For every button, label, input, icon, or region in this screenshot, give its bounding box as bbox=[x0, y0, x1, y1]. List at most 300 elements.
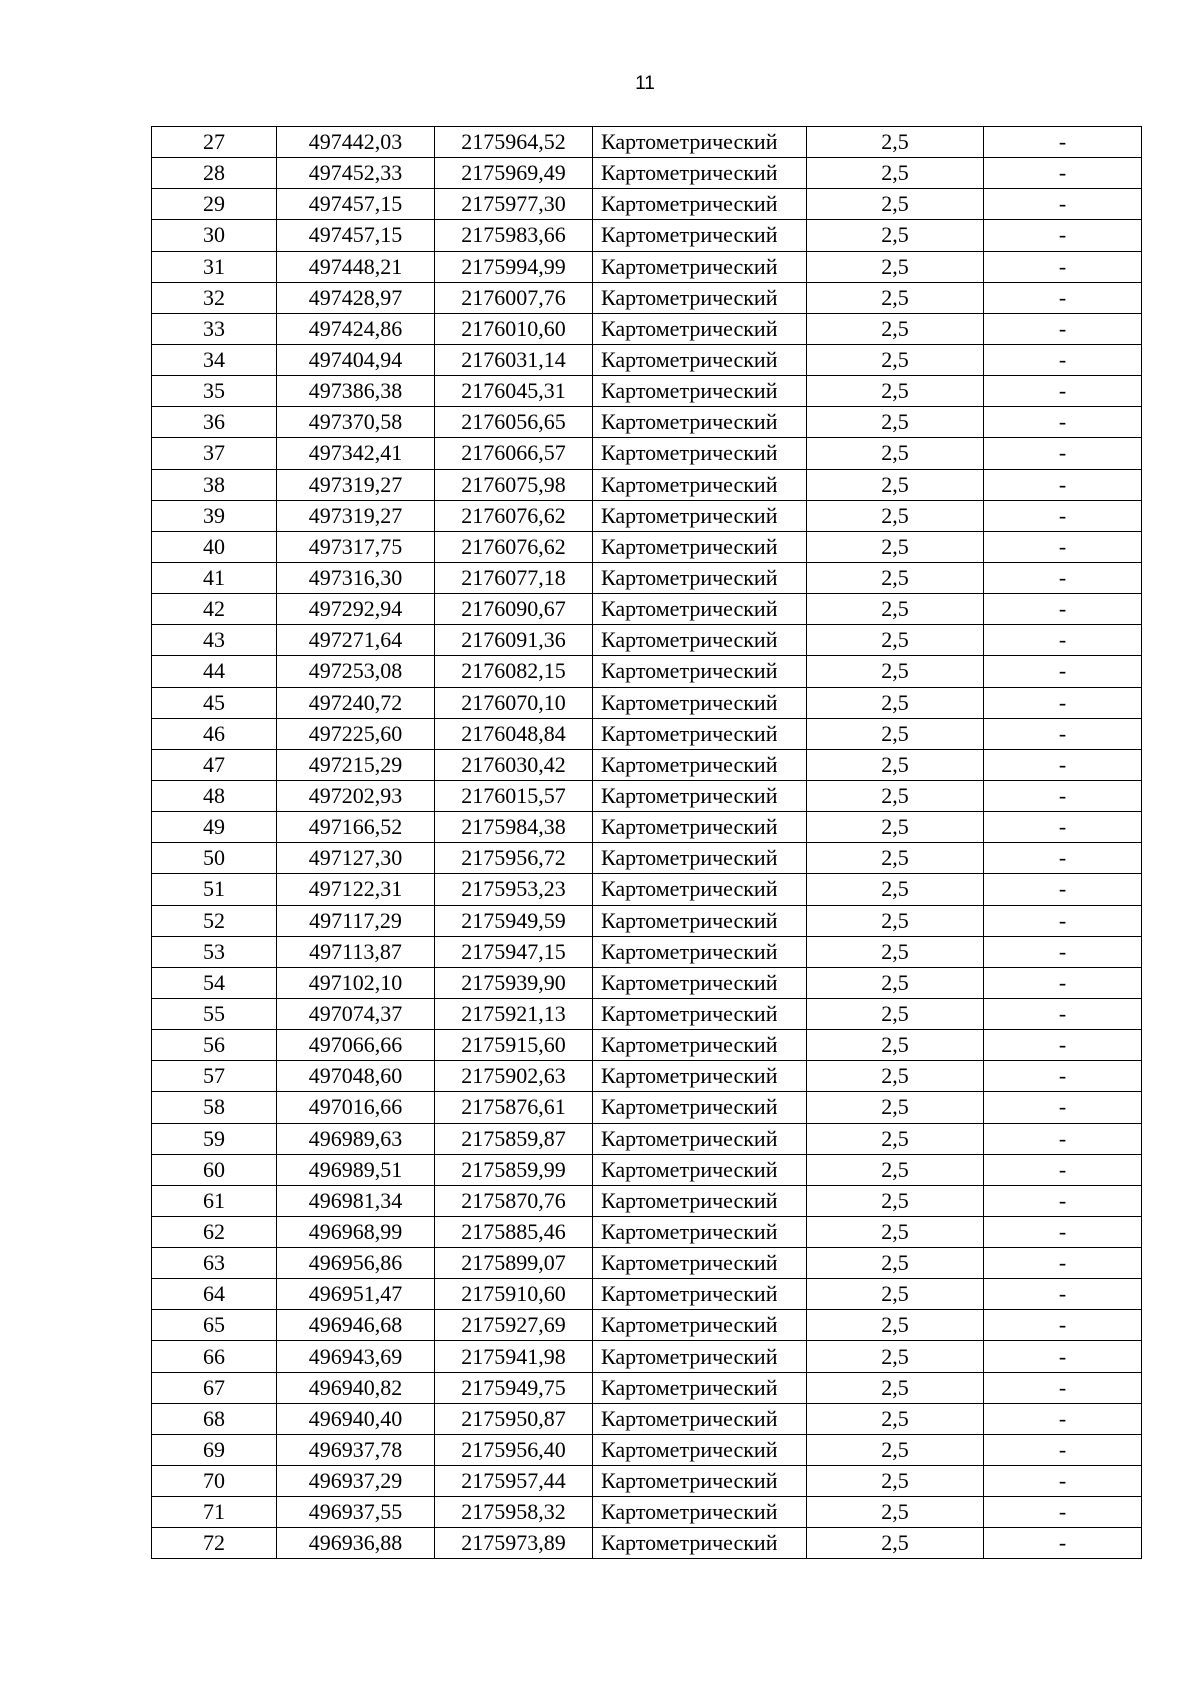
table-row bbox=[152, 1279, 1142, 1310]
accuracy-cell: 2,5 bbox=[807, 407, 984, 438]
x-coordinate-cell: 497127,30 bbox=[277, 843, 435, 874]
table-row bbox=[152, 812, 1142, 843]
table-row bbox=[152, 220, 1142, 251]
table-row bbox=[152, 1310, 1142, 1341]
x-coordinate-cell: 497404,94 bbox=[277, 344, 435, 375]
description-cell: - bbox=[984, 344, 1142, 375]
method-cell: Картометрический bbox=[593, 438, 807, 469]
y-coordinate-cell: 2175958,32 bbox=[435, 1497, 593, 1528]
description-cell: - bbox=[984, 438, 1142, 469]
x-coordinate-cell: 497202,93 bbox=[277, 780, 435, 811]
method-cell: Картометрический bbox=[593, 531, 807, 562]
method-cell: Картометрический bbox=[593, 344, 807, 375]
point-number-cell: 67 bbox=[152, 1372, 277, 1403]
y-coordinate-cell: 2176031,14 bbox=[435, 344, 593, 375]
point-number-cell: 59 bbox=[152, 1123, 277, 1154]
y-coordinate-cell: 2175949,59 bbox=[435, 905, 593, 936]
x-coordinate-cell: 496951,47 bbox=[277, 1279, 435, 1310]
method-cell: Картометрический bbox=[593, 812, 807, 843]
accuracy-cell: 2,5 bbox=[807, 936, 984, 967]
y-coordinate-cell: 2175984,38 bbox=[435, 812, 593, 843]
y-coordinate-cell: 2175969,49 bbox=[435, 158, 593, 189]
y-coordinate-cell: 2175941,98 bbox=[435, 1341, 593, 1372]
x-coordinate-cell: 496968,99 bbox=[277, 1216, 435, 1247]
method-cell: Картометрический bbox=[593, 189, 807, 220]
point-number-cell: 55 bbox=[152, 998, 277, 1029]
description-cell: - bbox=[984, 625, 1142, 656]
description-cell: - bbox=[984, 1310, 1142, 1341]
method-cell: Картометрический bbox=[593, 1403, 807, 1434]
x-coordinate-cell: 497066,66 bbox=[277, 1030, 435, 1061]
accuracy-cell: 2,5 bbox=[807, 1528, 984, 1559]
point-number-cell: 33 bbox=[152, 313, 277, 344]
x-coordinate-cell: 497452,33 bbox=[277, 158, 435, 189]
description-cell: - bbox=[984, 780, 1142, 811]
y-coordinate-cell: 2175956,40 bbox=[435, 1434, 593, 1465]
description-cell: - bbox=[984, 718, 1142, 749]
accuracy-cell: 2,5 bbox=[807, 158, 984, 189]
y-coordinate-cell: 2175859,99 bbox=[435, 1154, 593, 1185]
method-cell: Картометрический bbox=[593, 407, 807, 438]
x-coordinate-cell: 497074,37 bbox=[277, 998, 435, 1029]
table-row bbox=[152, 469, 1142, 500]
description-cell: - bbox=[984, 1185, 1142, 1216]
y-coordinate-cell: 2175949,75 bbox=[435, 1372, 593, 1403]
table-row bbox=[152, 998, 1142, 1029]
accuracy-cell: 2,5 bbox=[807, 749, 984, 780]
x-coordinate-cell: 497292,94 bbox=[277, 594, 435, 625]
point-number-cell: 27 bbox=[152, 127, 277, 158]
method-cell: Картометрический bbox=[593, 220, 807, 251]
y-coordinate-cell: 2175939,90 bbox=[435, 967, 593, 998]
table-row bbox=[152, 531, 1142, 562]
description-cell: - bbox=[984, 282, 1142, 313]
method-cell: Картометрический bbox=[593, 843, 807, 874]
x-coordinate-cell: 497319,27 bbox=[277, 469, 435, 500]
point-number-cell: 68 bbox=[152, 1403, 277, 1434]
point-number-cell: 51 bbox=[152, 874, 277, 905]
description-cell: - bbox=[984, 562, 1142, 593]
table-row bbox=[152, 251, 1142, 282]
accuracy-cell: 2,5 bbox=[807, 843, 984, 874]
point-number-cell: 36 bbox=[152, 407, 277, 438]
x-coordinate-cell: 496936,88 bbox=[277, 1528, 435, 1559]
description-cell: - bbox=[984, 967, 1142, 998]
method-cell: Картометрический bbox=[593, 1434, 807, 1465]
accuracy-cell: 2,5 bbox=[807, 220, 984, 251]
x-coordinate-cell: 497370,58 bbox=[277, 407, 435, 438]
table-row bbox=[152, 344, 1142, 375]
description-cell: - bbox=[984, 936, 1142, 967]
method-cell: Картометрический bbox=[593, 1372, 807, 1403]
y-coordinate-cell: 2176048,84 bbox=[435, 718, 593, 749]
x-coordinate-cell: 496937,78 bbox=[277, 1434, 435, 1465]
x-coordinate-cell: 497386,38 bbox=[277, 376, 435, 407]
y-coordinate-cell: 2176030,42 bbox=[435, 749, 593, 780]
accuracy-cell: 2,5 bbox=[807, 594, 984, 625]
point-number-cell: 49 bbox=[152, 812, 277, 843]
x-coordinate-cell: 496940,82 bbox=[277, 1372, 435, 1403]
description-cell: - bbox=[984, 1154, 1142, 1185]
y-coordinate-cell: 2175964,52 bbox=[435, 127, 593, 158]
y-coordinate-cell: 2175953,23 bbox=[435, 874, 593, 905]
x-coordinate-cell: 496956,86 bbox=[277, 1248, 435, 1279]
accuracy-cell: 2,5 bbox=[807, 251, 984, 282]
y-coordinate-cell: 2175870,76 bbox=[435, 1185, 593, 1216]
method-cell: Картометрический bbox=[593, 1497, 807, 1528]
point-number-cell: 66 bbox=[152, 1341, 277, 1372]
point-number-cell: 62 bbox=[152, 1216, 277, 1247]
method-cell: Картометрический bbox=[593, 874, 807, 905]
x-coordinate-cell: 497102,10 bbox=[277, 967, 435, 998]
description-cell: - bbox=[984, 1466, 1142, 1497]
description-cell: - bbox=[984, 1372, 1142, 1403]
point-number-cell: 54 bbox=[152, 967, 277, 998]
table-row bbox=[152, 376, 1142, 407]
point-number-cell: 56 bbox=[152, 1030, 277, 1061]
accuracy-cell: 2,5 bbox=[807, 1185, 984, 1216]
y-coordinate-cell: 2176066,57 bbox=[435, 438, 593, 469]
method-cell: Картометрический bbox=[593, 936, 807, 967]
y-coordinate-cell: 2176077,18 bbox=[435, 562, 593, 593]
point-number-cell: 47 bbox=[152, 749, 277, 780]
y-coordinate-cell: 2175950,87 bbox=[435, 1403, 593, 1434]
description-cell: - bbox=[984, 1216, 1142, 1247]
point-number-cell: 31 bbox=[152, 251, 277, 282]
point-number-cell: 32 bbox=[152, 282, 277, 313]
point-number-cell: 28 bbox=[152, 158, 277, 189]
accuracy-cell: 2,5 bbox=[807, 500, 984, 531]
y-coordinate-cell: 2176070,10 bbox=[435, 687, 593, 718]
accuracy-cell: 2,5 bbox=[807, 967, 984, 998]
accuracy-cell: 2,5 bbox=[807, 1279, 984, 1310]
table-row bbox=[152, 500, 1142, 531]
point-number-cell: 29 bbox=[152, 189, 277, 220]
table-row bbox=[152, 843, 1142, 874]
y-coordinate-cell: 2175902,63 bbox=[435, 1061, 593, 1092]
y-coordinate-cell: 2175921,13 bbox=[435, 998, 593, 1029]
table-row bbox=[152, 1216, 1142, 1247]
point-number-cell: 65 bbox=[152, 1310, 277, 1341]
y-coordinate-cell: 2176076,62 bbox=[435, 500, 593, 531]
table-row bbox=[152, 1528, 1142, 1559]
accuracy-cell: 2,5 bbox=[807, 1061, 984, 1092]
accuracy-cell: 2,5 bbox=[807, 998, 984, 1029]
x-coordinate-cell: 497225,60 bbox=[277, 718, 435, 749]
point-number-cell: 39 bbox=[152, 500, 277, 531]
description-cell: - bbox=[984, 843, 1142, 874]
x-coordinate-cell: 497448,21 bbox=[277, 251, 435, 282]
table-row bbox=[152, 780, 1142, 811]
accuracy-cell: 2,5 bbox=[807, 1372, 984, 1403]
description-cell: - bbox=[984, 1061, 1142, 1092]
accuracy-cell: 2,5 bbox=[807, 1434, 984, 1465]
x-coordinate-cell: 497316,30 bbox=[277, 562, 435, 593]
method-cell: Картометрический bbox=[593, 656, 807, 687]
coordinates-table bbox=[151, 126, 1142, 1559]
y-coordinate-cell: 2176056,65 bbox=[435, 407, 593, 438]
y-coordinate-cell: 2175994,99 bbox=[435, 251, 593, 282]
table-row bbox=[152, 1154, 1142, 1185]
point-number-cell: 53 bbox=[152, 936, 277, 967]
description-cell: - bbox=[984, 407, 1142, 438]
method-cell: Картометрический bbox=[593, 376, 807, 407]
description-cell: - bbox=[984, 251, 1142, 282]
description-cell: - bbox=[984, 1092, 1142, 1123]
x-coordinate-cell: 496937,29 bbox=[277, 1466, 435, 1497]
point-number-cell: 42 bbox=[152, 594, 277, 625]
table-row bbox=[152, 905, 1142, 936]
point-number-cell: 48 bbox=[152, 780, 277, 811]
method-cell: Картометрический bbox=[593, 625, 807, 656]
table-row bbox=[152, 1497, 1142, 1528]
table-row bbox=[152, 282, 1142, 313]
accuracy-cell: 2,5 bbox=[807, 376, 984, 407]
accuracy-cell: 2,5 bbox=[807, 905, 984, 936]
description-cell: - bbox=[984, 220, 1142, 251]
accuracy-cell: 2,5 bbox=[807, 718, 984, 749]
x-coordinate-cell: 497317,75 bbox=[277, 531, 435, 562]
x-coordinate-cell: 496943,69 bbox=[277, 1341, 435, 1372]
method-cell: Картометрический bbox=[593, 905, 807, 936]
y-coordinate-cell: 2176075,98 bbox=[435, 469, 593, 500]
description-cell: - bbox=[984, 1030, 1142, 1061]
table-row bbox=[152, 1092, 1142, 1123]
point-number-cell: 35 bbox=[152, 376, 277, 407]
method-cell: Картометрический bbox=[593, 251, 807, 282]
accuracy-cell: 2,5 bbox=[807, 1030, 984, 1061]
method-cell: Картометрический bbox=[593, 1061, 807, 1092]
description-cell: - bbox=[984, 905, 1142, 936]
accuracy-cell: 2,5 bbox=[807, 656, 984, 687]
table-row bbox=[152, 874, 1142, 905]
table-row bbox=[152, 189, 1142, 220]
table-row bbox=[152, 127, 1142, 158]
description-cell: - bbox=[984, 127, 1142, 158]
description-cell: - bbox=[984, 313, 1142, 344]
table-row bbox=[152, 1248, 1142, 1279]
method-cell: Картометрический bbox=[593, 1123, 807, 1154]
x-coordinate-cell: 497122,31 bbox=[277, 874, 435, 905]
x-coordinate-cell: 497016,66 bbox=[277, 1092, 435, 1123]
y-coordinate-cell: 2176091,36 bbox=[435, 625, 593, 656]
description-cell: - bbox=[984, 1279, 1142, 1310]
method-cell: Картометрический bbox=[593, 780, 807, 811]
coordinates-table-body bbox=[152, 127, 1142, 1559]
method-cell: Картометрический bbox=[593, 687, 807, 718]
method-cell: Картометрический bbox=[593, 718, 807, 749]
point-number-cell: 34 bbox=[152, 344, 277, 375]
table-row bbox=[152, 625, 1142, 656]
y-coordinate-cell: 2176090,67 bbox=[435, 594, 593, 625]
description-cell: - bbox=[984, 594, 1142, 625]
point-number-cell: 60 bbox=[152, 1154, 277, 1185]
point-number-cell: 70 bbox=[152, 1466, 277, 1497]
point-number-cell: 69 bbox=[152, 1434, 277, 1465]
accuracy-cell: 2,5 bbox=[807, 1216, 984, 1247]
description-cell: - bbox=[984, 531, 1142, 562]
x-coordinate-cell: 497113,87 bbox=[277, 936, 435, 967]
accuracy-cell: 2,5 bbox=[807, 687, 984, 718]
y-coordinate-cell: 2175876,61 bbox=[435, 1092, 593, 1123]
method-cell: Картометрический bbox=[593, 1092, 807, 1123]
y-coordinate-cell: 2176015,57 bbox=[435, 780, 593, 811]
table-row bbox=[152, 1434, 1142, 1465]
description-cell: - bbox=[984, 1403, 1142, 1434]
y-coordinate-cell: 2175859,87 bbox=[435, 1123, 593, 1154]
x-coordinate-cell: 497342,41 bbox=[277, 438, 435, 469]
x-coordinate-cell: 497271,64 bbox=[277, 625, 435, 656]
x-coordinate-cell: 496989,51 bbox=[277, 1154, 435, 1185]
y-coordinate-cell: 2175915,60 bbox=[435, 1030, 593, 1061]
method-cell: Картометрический bbox=[593, 500, 807, 531]
accuracy-cell: 2,5 bbox=[807, 189, 984, 220]
y-coordinate-cell: 2176010,60 bbox=[435, 313, 593, 344]
table-row bbox=[152, 749, 1142, 780]
method-cell: Картометрический bbox=[593, 1185, 807, 1216]
method-cell: Картометрический bbox=[593, 998, 807, 1029]
table-row bbox=[152, 1341, 1142, 1372]
method-cell: Картометрический bbox=[593, 1528, 807, 1559]
x-coordinate-cell: 497166,52 bbox=[277, 812, 435, 843]
accuracy-cell: 2,5 bbox=[807, 1466, 984, 1497]
table-row bbox=[152, 967, 1142, 998]
point-number-cell: 44 bbox=[152, 656, 277, 687]
x-coordinate-cell: 497240,72 bbox=[277, 687, 435, 718]
point-number-cell: 38 bbox=[152, 469, 277, 500]
accuracy-cell: 2,5 bbox=[807, 812, 984, 843]
method-cell: Картометрический bbox=[593, 1248, 807, 1279]
method-cell: Картометрический bbox=[593, 282, 807, 313]
method-cell: Картометрический bbox=[593, 1310, 807, 1341]
table-row bbox=[152, 687, 1142, 718]
description-cell: - bbox=[984, 1123, 1142, 1154]
table-row bbox=[152, 407, 1142, 438]
accuracy-cell: 2,5 bbox=[807, 1497, 984, 1528]
accuracy-cell: 2,5 bbox=[807, 1341, 984, 1372]
description-cell: - bbox=[984, 687, 1142, 718]
table-row bbox=[152, 158, 1142, 189]
point-number-cell: 46 bbox=[152, 718, 277, 749]
accuracy-cell: 2,5 bbox=[807, 1310, 984, 1341]
description-cell: - bbox=[984, 656, 1142, 687]
accuracy-cell: 2,5 bbox=[807, 438, 984, 469]
description-cell: - bbox=[984, 158, 1142, 189]
accuracy-cell: 2,5 bbox=[807, 1123, 984, 1154]
description-cell: - bbox=[984, 1248, 1142, 1279]
accuracy-cell: 2,5 bbox=[807, 1154, 984, 1185]
table-row bbox=[152, 1030, 1142, 1061]
y-coordinate-cell: 2175899,07 bbox=[435, 1248, 593, 1279]
table-row bbox=[152, 594, 1142, 625]
accuracy-cell: 2,5 bbox=[807, 780, 984, 811]
description-cell: - bbox=[984, 998, 1142, 1029]
description-cell: - bbox=[984, 469, 1142, 500]
table-row bbox=[152, 1372, 1142, 1403]
page-number: 11 bbox=[635, 73, 655, 94]
y-coordinate-cell: 2175910,60 bbox=[435, 1279, 593, 1310]
description-cell: - bbox=[984, 1341, 1142, 1372]
y-coordinate-cell: 2176082,15 bbox=[435, 656, 593, 687]
point-number-cell: 43 bbox=[152, 625, 277, 656]
method-cell: Картометрический bbox=[593, 1341, 807, 1372]
accuracy-cell: 2,5 bbox=[807, 562, 984, 593]
table-row bbox=[152, 1185, 1142, 1216]
method-cell: Картометрический bbox=[593, 127, 807, 158]
point-number-cell: 45 bbox=[152, 687, 277, 718]
point-number-cell: 30 bbox=[152, 220, 277, 251]
x-coordinate-cell: 497442,03 bbox=[277, 127, 435, 158]
x-coordinate-cell: 497428,97 bbox=[277, 282, 435, 313]
table-row bbox=[152, 656, 1142, 687]
y-coordinate-cell: 2175973,89 bbox=[435, 1528, 593, 1559]
accuracy-cell: 2,5 bbox=[807, 1092, 984, 1123]
method-cell: Картометрический bbox=[593, 562, 807, 593]
accuracy-cell: 2,5 bbox=[807, 1248, 984, 1279]
point-number-cell: 72 bbox=[152, 1528, 277, 1559]
description-cell: - bbox=[984, 376, 1142, 407]
x-coordinate-cell: 497457,15 bbox=[277, 220, 435, 251]
y-coordinate-cell: 2175977,30 bbox=[435, 189, 593, 220]
description-cell: - bbox=[984, 812, 1142, 843]
x-coordinate-cell: 497048,60 bbox=[277, 1061, 435, 1092]
description-cell: - bbox=[984, 1528, 1142, 1559]
accuracy-cell: 2,5 bbox=[807, 874, 984, 905]
x-coordinate-cell: 497215,29 bbox=[277, 749, 435, 780]
table-row bbox=[152, 1403, 1142, 1434]
accuracy-cell: 2,5 bbox=[807, 282, 984, 313]
table-row bbox=[152, 313, 1142, 344]
accuracy-cell: 2,5 bbox=[807, 1403, 984, 1434]
point-number-cell: 41 bbox=[152, 562, 277, 593]
accuracy-cell: 2,5 bbox=[807, 625, 984, 656]
y-coordinate-cell: 2175957,44 bbox=[435, 1466, 593, 1497]
method-cell: Картометрический bbox=[593, 594, 807, 625]
description-cell: - bbox=[984, 500, 1142, 531]
accuracy-cell: 2,5 bbox=[807, 127, 984, 158]
point-number-cell: 58 bbox=[152, 1092, 277, 1123]
method-cell: Картометрический bbox=[593, 313, 807, 344]
x-coordinate-cell: 497253,08 bbox=[277, 656, 435, 687]
accuracy-cell: 2,5 bbox=[807, 469, 984, 500]
y-coordinate-cell: 2176045,31 bbox=[435, 376, 593, 407]
y-coordinate-cell: 2175983,66 bbox=[435, 220, 593, 251]
point-number-cell: 61 bbox=[152, 1185, 277, 1216]
y-coordinate-cell: 2175956,72 bbox=[435, 843, 593, 874]
description-cell: - bbox=[984, 874, 1142, 905]
y-coordinate-cell: 2175927,69 bbox=[435, 1310, 593, 1341]
table-row bbox=[152, 1466, 1142, 1497]
point-number-cell: 71 bbox=[152, 1497, 277, 1528]
x-coordinate-cell: 496940,40 bbox=[277, 1403, 435, 1434]
y-coordinate-cell: 2176076,62 bbox=[435, 531, 593, 562]
x-coordinate-cell: 497457,15 bbox=[277, 189, 435, 220]
description-cell: - bbox=[984, 1497, 1142, 1528]
accuracy-cell: 2,5 bbox=[807, 344, 984, 375]
y-coordinate-cell: 2176007,76 bbox=[435, 282, 593, 313]
table-row bbox=[152, 718, 1142, 749]
x-coordinate-cell: 496981,34 bbox=[277, 1185, 435, 1216]
point-number-cell: 37 bbox=[152, 438, 277, 469]
table-row bbox=[152, 438, 1142, 469]
method-cell: Картометрический bbox=[593, 1216, 807, 1247]
y-coordinate-cell: 2175885,46 bbox=[435, 1216, 593, 1247]
method-cell: Картометрический bbox=[593, 1279, 807, 1310]
method-cell: Картометрический bbox=[593, 469, 807, 500]
accuracy-cell: 2,5 bbox=[807, 531, 984, 562]
point-number-cell: 52 bbox=[152, 905, 277, 936]
y-coordinate-cell: 2175947,15 bbox=[435, 936, 593, 967]
